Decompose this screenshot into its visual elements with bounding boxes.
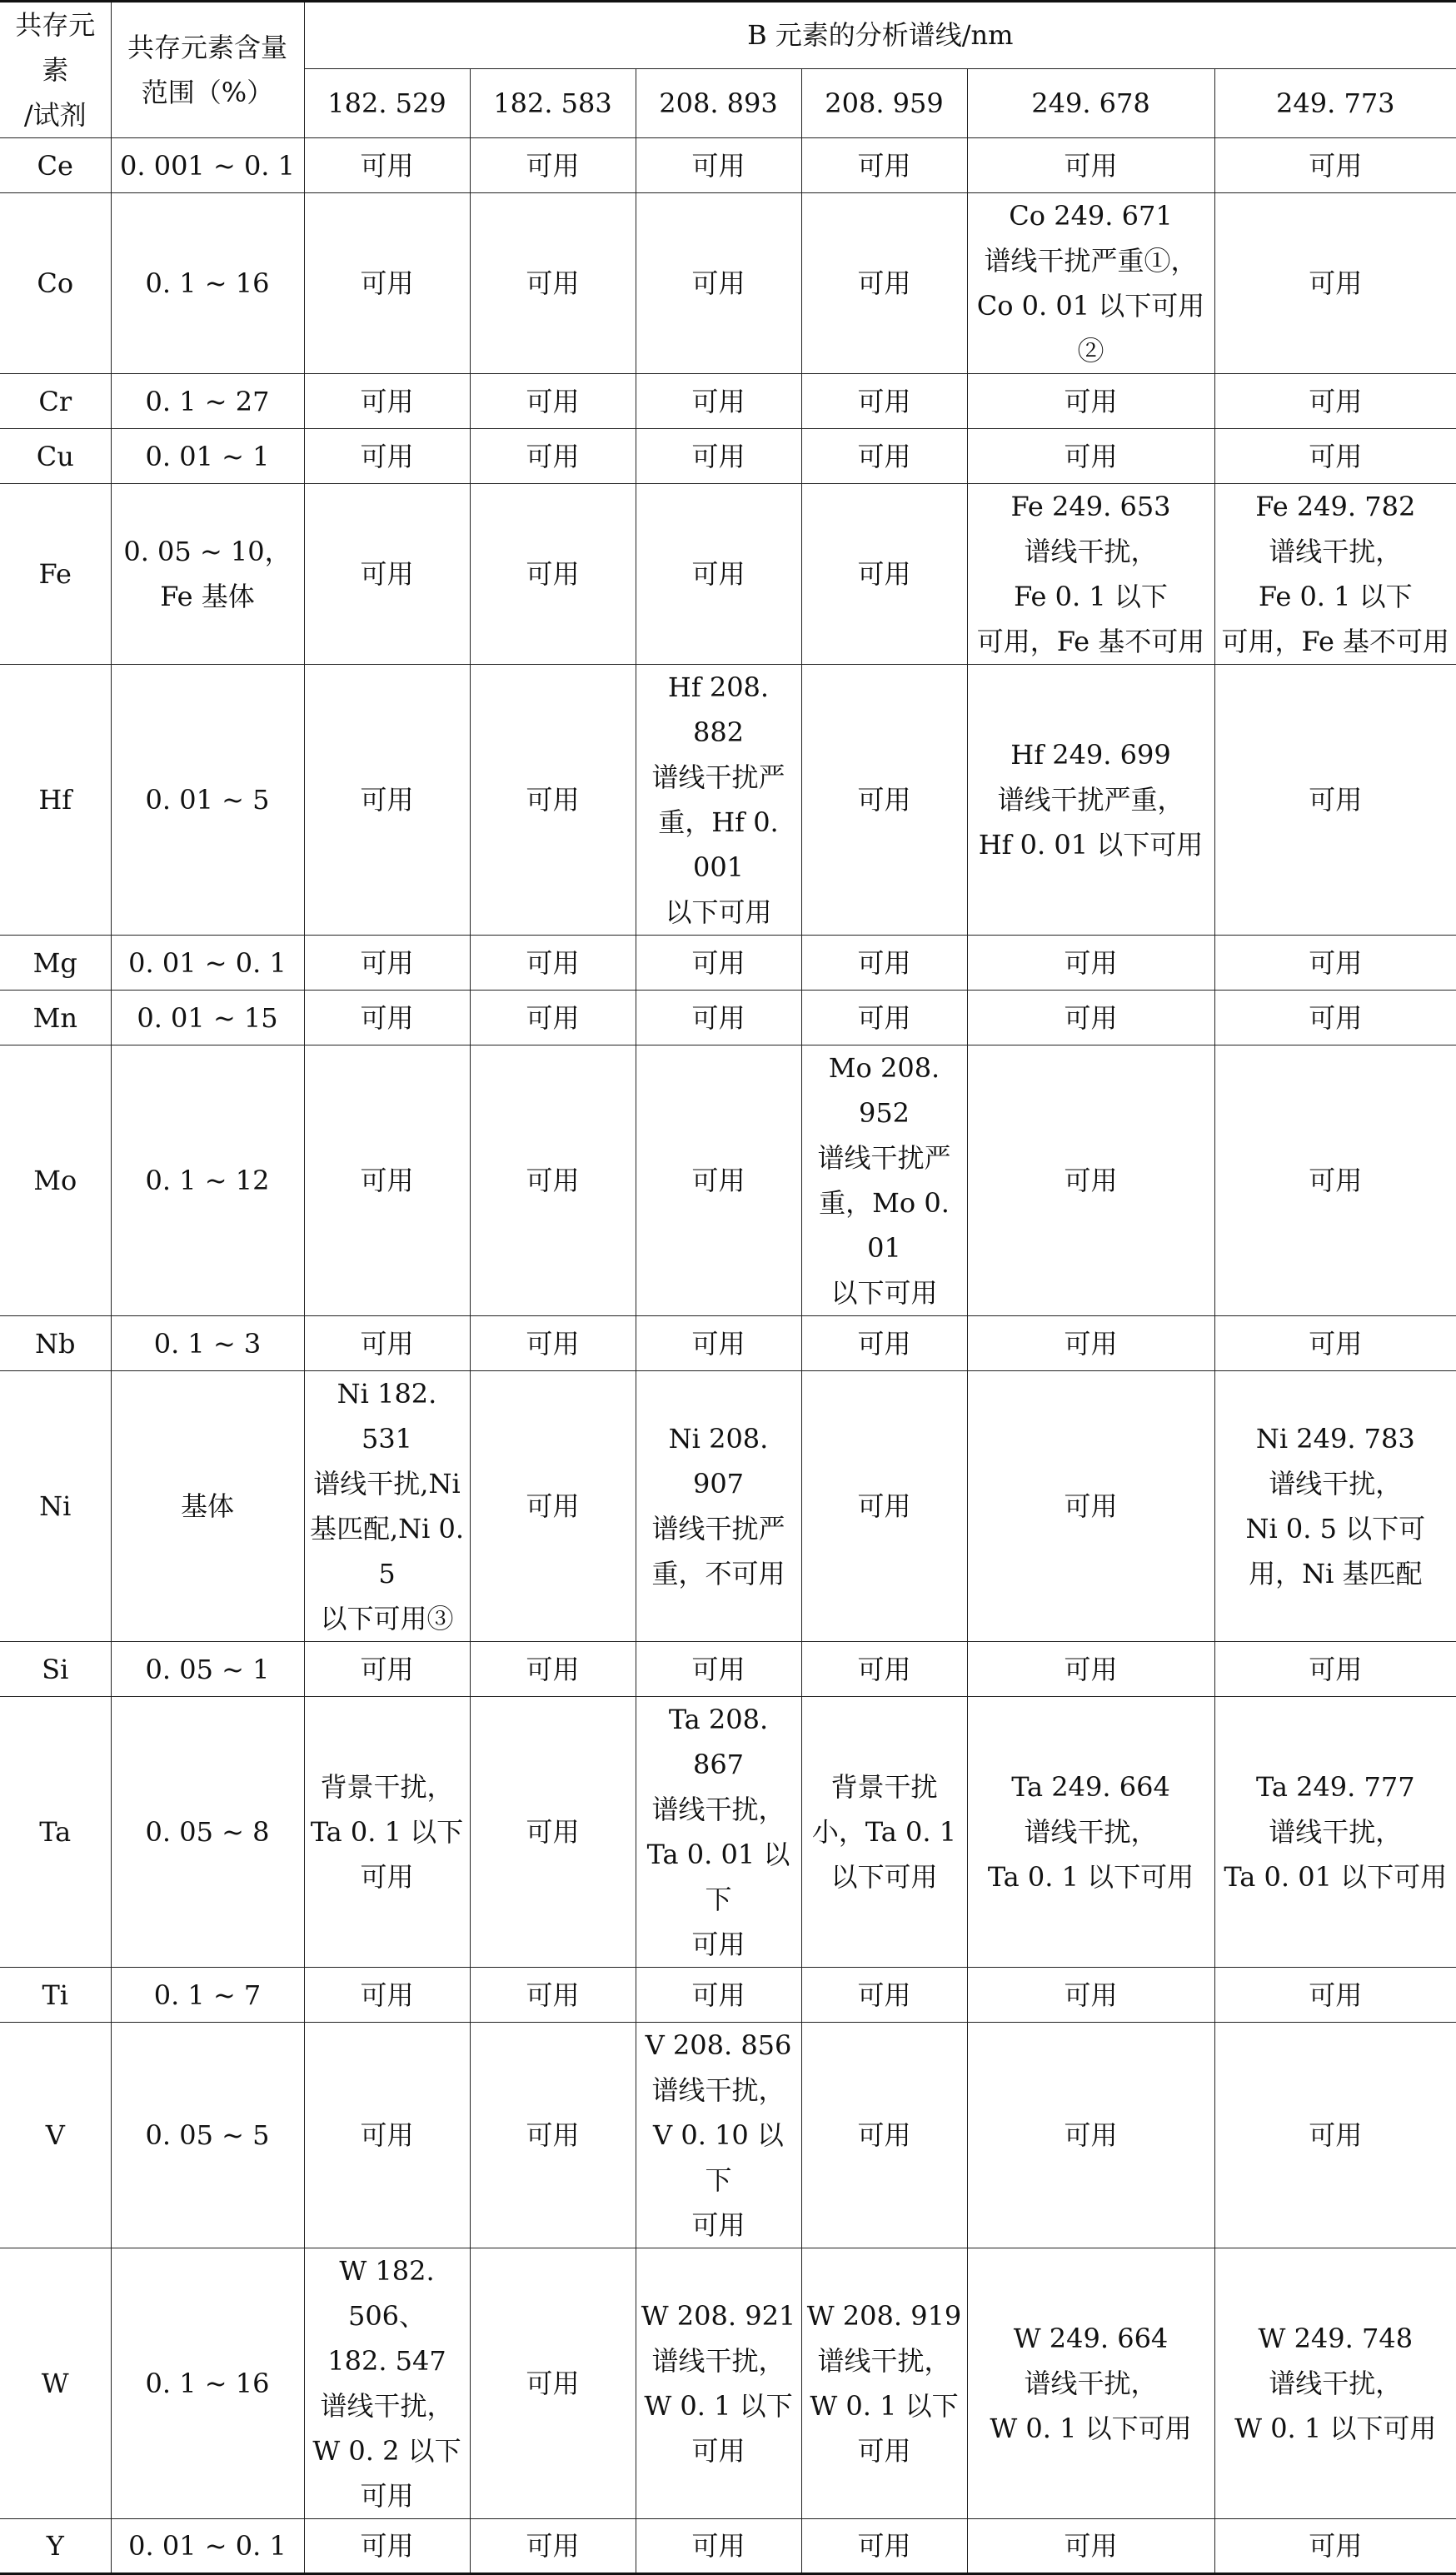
usability-cell: 可用: [801, 429, 967, 484]
range-cell: 0. 001 ~ 0. 1: [111, 138, 304, 193]
usability-cell: 可用: [470, 138, 636, 193]
usability-cell: Co 249. 671 谱线干扰严重①， Co 0. 01 以下可用②: [967, 193, 1214, 374]
usability-cell: 可用: [470, 1642, 636, 1697]
usability-cell: 可用: [967, 936, 1214, 991]
usability-cell: W 208. 919 谱线干扰， W 0. 1 以下 可用: [801, 2248, 967, 2519]
table-row: [0, 1045, 1456, 1316]
range-cell: 0. 01 ~ 5: [111, 665, 304, 936]
element-cell: Ce: [0, 138, 111, 193]
usability-cell: W 182. 506、 182. 547 谱线干扰， W 0. 2 以下 可用: [304, 2248, 470, 2519]
usability-cell: 可用: [1214, 1316, 1456, 1371]
usability-cell: 可用: [801, 193, 967, 374]
usability-cell: 可用: [1214, 374, 1456, 429]
usability-cell: 可用: [304, 1968, 470, 2023]
usability-cell: 可用: [470, 2023, 636, 2248]
usability-cell: 可用: [967, 138, 1214, 193]
header-content-range: 共存元素含量 范围（%）: [111, 2, 304, 138]
usability-cell: 可用: [470, 484, 636, 665]
range-cell: 0. 1 ~ 7: [111, 1968, 304, 2023]
table-row: [0, 484, 1456, 665]
usability-cell: 可用: [470, 2519, 636, 2574]
usability-cell: 可用: [636, 936, 801, 991]
usability-cell: 可用: [801, 374, 967, 429]
table-row: [0, 2023, 1456, 2248]
usability-cell: 可用: [1214, 1642, 1456, 1697]
element-cell: Mo: [0, 1045, 111, 1316]
element-cell: Hf: [0, 665, 111, 936]
table-row: [0, 1697, 1456, 1968]
range-cell: 0. 01 ~ 15: [111, 991, 304, 1045]
element-cell: Ti: [0, 1968, 111, 2023]
usability-cell: 可用: [967, 1968, 1214, 2023]
header-line-3: 208. 893: [636, 68, 801, 137]
usability-cell: 可用: [470, 1968, 636, 2023]
usability-cell: Fe 249. 653 谱线干扰， Fe 0. 1 以下 可用，Fe 基不可用: [967, 484, 1214, 665]
header-coexisting-element: 共存元素 /试剂: [0, 2, 111, 138]
table-row: [0, 991, 1456, 1045]
usability-cell: 可用: [470, 1316, 636, 1371]
usability-cell: 可用: [304, 2023, 470, 2248]
usability-cell: 可用: [1214, 991, 1456, 1045]
usability-cell: 可用: [967, 374, 1214, 429]
usability-cell: 可用: [1214, 138, 1456, 193]
element-cell: Fe: [0, 484, 111, 665]
usability-cell: 可用: [801, 665, 967, 936]
usability-cell: V 208. 856 谱线干扰， V 0. 10 以下 可用: [636, 2023, 801, 2248]
table-row: [0, 1316, 1456, 1371]
usability-cell: 可用: [636, 138, 801, 193]
usability-cell: 可用: [636, 429, 801, 484]
element-cell: Si: [0, 1642, 111, 1697]
range-cell: 0. 05 ~ 10， Fe 基体: [111, 484, 304, 665]
usability-cell: 可用: [470, 1371, 636, 1642]
element-cell: Nb: [0, 1316, 111, 1371]
usability-cell: Hf 249. 699 谱线干扰严重， Hf 0. 01 以下可用: [967, 665, 1214, 936]
header-line-5: 249. 678: [967, 68, 1214, 137]
usability-cell: 可用: [304, 1316, 470, 1371]
usability-cell: W 249. 664 谱线干扰， W 0. 1 以下可用: [967, 2248, 1214, 2519]
usability-cell: 可用: [801, 1642, 967, 1697]
range-cell: 0. 1 ~ 16: [111, 2248, 304, 2519]
range-cell: 0. 01 ~ 1: [111, 429, 304, 484]
usability-cell: 可用: [801, 991, 967, 1045]
usability-cell: 可用: [470, 374, 636, 429]
usability-cell: 可用: [636, 1642, 801, 1697]
range-cell: 0. 01 ~ 0. 1: [111, 2519, 304, 2574]
usability-cell: 可用: [967, 1045, 1214, 1316]
usability-cell: 可用: [967, 1642, 1214, 1697]
table-row: [0, 665, 1456, 936]
usability-cell: 可用: [636, 193, 801, 374]
usability-cell: 可用: [304, 1045, 470, 1316]
range-cell: 0. 1 ~ 3: [111, 1316, 304, 1371]
table-row: [0, 429, 1456, 484]
usability-cell: 可用: [801, 1968, 967, 2023]
range-cell: 0. 05 ~ 1: [111, 1642, 304, 1697]
element-cell: Ni: [0, 1371, 111, 1642]
usability-cell: Fe 249. 782 谱线干扰， Fe 0. 1 以下 可用，Fe 基不可用: [1214, 484, 1456, 665]
usability-cell: 可用: [470, 2248, 636, 2519]
usability-cell: Hf 208. 882 谱线干扰严 重，Hf 0. 001 以下可用: [636, 665, 801, 936]
usability-cell: 可用: [304, 193, 470, 374]
usability-cell: 可用: [470, 991, 636, 1045]
header-row-1: [0, 2, 1456, 69]
usability-cell: 背景干扰 小，Ta 0. 1 以下可用: [801, 1697, 967, 1968]
range-cell: 0. 05 ~ 8: [111, 1697, 304, 1968]
usability-cell: Ta 249. 777 谱线干扰， Ta 0. 01 以下可用: [1214, 1697, 1456, 1968]
usability-cell: 可用: [967, 991, 1214, 1045]
header-line-4: 208. 959: [801, 68, 967, 137]
usability-cell: 可用: [470, 665, 636, 936]
usability-cell: 可用: [304, 374, 470, 429]
table-row: [0, 1968, 1456, 2023]
element-cell: V: [0, 2023, 111, 2248]
usability-cell: 可用: [1214, 936, 1456, 991]
usability-cell: Mo 208. 952 谱线干扰严 重，Mo 0. 01 以下可用: [801, 1045, 967, 1316]
usability-cell: Ni 249. 783 谱线干扰， Ni 0. 5 以下可 用，Ni 基匹配: [1214, 1371, 1456, 1642]
usability-cell: 可用: [1214, 2023, 1456, 2248]
usability-cell: 背景干扰， Ta 0. 1 以下 可用: [304, 1697, 470, 1968]
usability-cell: 可用: [801, 2519, 967, 2574]
element-cell: Cr: [0, 374, 111, 429]
header-line-2: 182. 583: [470, 68, 636, 137]
usability-cell: 可用: [801, 1371, 967, 1642]
usability-cell: 可用: [304, 665, 470, 936]
table-row: [0, 193, 1456, 374]
usability-cell: Ta 249. 664 谱线干扰， Ta 0. 1 以下可用: [967, 1697, 1214, 1968]
usability-cell: W 249. 748 谱线干扰， W 0. 1 以下可用: [1214, 2248, 1456, 2519]
table-row: [0, 1371, 1456, 1642]
usability-cell: 可用: [967, 1316, 1214, 1371]
usability-cell: 可用: [304, 1642, 470, 1697]
usability-cell: 可用: [967, 1371, 1214, 1642]
usability-cell: 可用: [801, 2023, 967, 2248]
usability-cell: 可用: [470, 429, 636, 484]
table-row: [0, 936, 1456, 991]
usability-cell: 可用: [304, 429, 470, 484]
usability-cell: 可用: [967, 2023, 1214, 2248]
usability-cell: 可用: [1214, 665, 1456, 936]
table-row: [0, 138, 1456, 193]
usability-cell: 可用: [304, 991, 470, 1045]
usability-cell: 可用: [636, 991, 801, 1045]
range-cell: 0. 01 ~ 0. 1: [111, 936, 304, 991]
range-cell: 0. 1 ~ 27: [111, 374, 304, 429]
element-cell: Cu: [0, 429, 111, 484]
usability-cell: 可用: [1214, 429, 1456, 484]
usability-cell: 可用: [1214, 1968, 1456, 2023]
usability-cell: 可用: [636, 374, 801, 429]
element-cell: Co: [0, 193, 111, 374]
table-row: [0, 374, 1456, 429]
usability-cell: 可用: [1214, 193, 1456, 374]
header-line-1: 182. 529: [304, 68, 470, 137]
usability-cell: 可用: [636, 1045, 801, 1316]
table-row: [0, 2519, 1456, 2574]
usability-cell: Ni 208. 907 谱线干扰严 重，不可用: [636, 1371, 801, 1642]
element-cell: Mg: [0, 936, 111, 991]
usability-cell: 可用: [1214, 1045, 1456, 1316]
usability-cell: 可用: [801, 1316, 967, 1371]
range-cell: 0. 1 ~ 12: [111, 1045, 304, 1316]
usability-cell: 可用: [470, 936, 636, 991]
range-cell: 0. 1 ~ 16: [111, 193, 304, 374]
header-analysis-lines: B 元素的分析谱线/nm: [304, 2, 1456, 69]
usability-cell: 可用: [1214, 2519, 1456, 2574]
usability-cell: 可用: [304, 2519, 470, 2574]
usability-cell: 可用: [470, 193, 636, 374]
usability-cell: 可用: [636, 1968, 801, 2023]
header-line-6: 249. 773: [1214, 68, 1456, 137]
usability-cell: 可用: [636, 2519, 801, 2574]
usability-cell: 可用: [801, 138, 967, 193]
usability-cell: 可用: [304, 138, 470, 193]
element-cell: Ta: [0, 1697, 111, 1968]
range-cell: 0. 05 ~ 5: [111, 2023, 304, 2248]
usability-cell: 可用: [636, 1316, 801, 1371]
usability-cell: 可用: [304, 484, 470, 665]
table-row: [0, 2248, 1456, 2519]
usability-cell: Ni 182. 531 谱线干扰,Ni 基匹配,Ni 0. 5 以下可用③: [304, 1371, 470, 1642]
usability-cell: 可用: [304, 936, 470, 991]
usability-cell: 可用: [801, 484, 967, 665]
usability-cell: 可用: [967, 2519, 1214, 2574]
element-cell: Y: [0, 2519, 111, 2574]
element-cell: W: [0, 2248, 111, 2519]
usability-cell: 可用: [470, 1045, 636, 1316]
range-cell: 基体: [111, 1371, 304, 1642]
table-row: [0, 1642, 1456, 1697]
usability-cell: W 208. 921 谱线干扰， W 0. 1 以下 可用: [636, 2248, 801, 2519]
element-cell: Mn: [0, 991, 111, 1045]
usability-cell: 可用: [470, 1697, 636, 1968]
usability-cell: Ta 208. 867 谱线干扰， Ta 0. 01 以下 可用: [636, 1697, 801, 1968]
usability-cell: 可用: [967, 429, 1214, 484]
usability-cell: 可用: [801, 936, 967, 991]
usability-cell: 可用: [636, 484, 801, 665]
